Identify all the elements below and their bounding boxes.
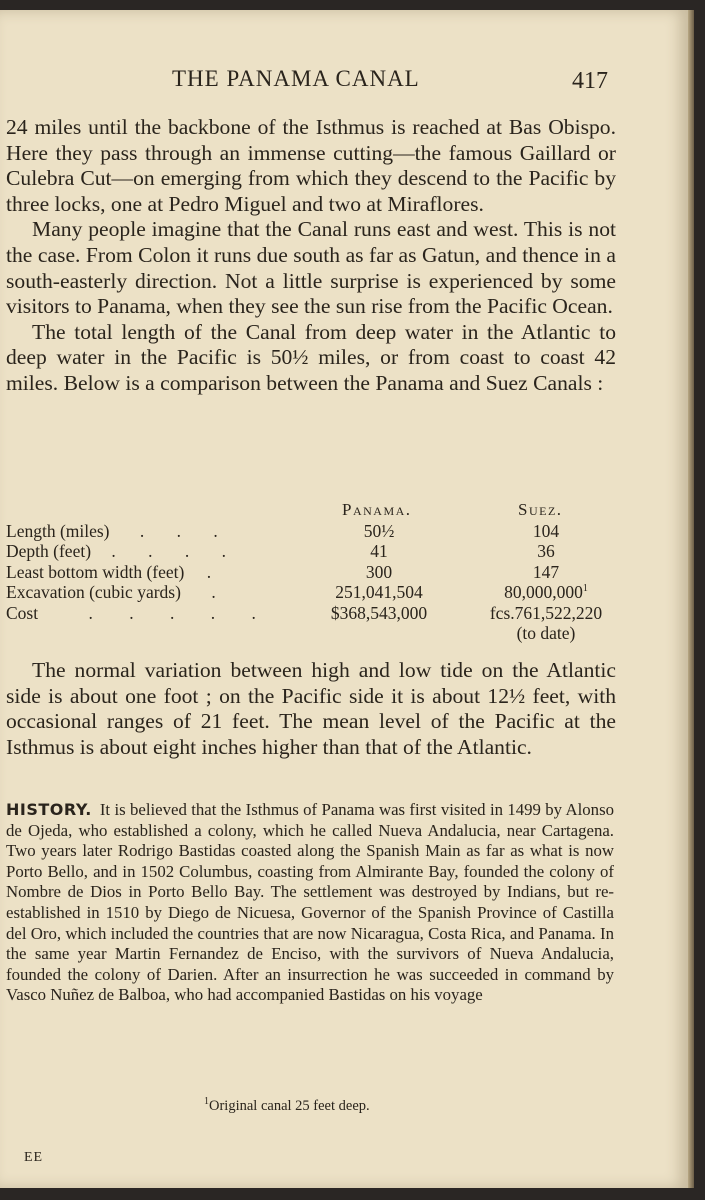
suez-value: 147 — [532, 561, 560, 582]
suez-value: 80,000,000$^1$ — [504, 582, 588, 602]
body-text — [6, 115, 616, 397]
paragraph-tide: The normal variation between high and low tide on the Atlantic side is about one foot ; on the Pacific side it is about 12½ feet, with occasional ranges of 21 feet. The mean level of the Pacific at the Isthmus is about eight inches higher than that of the Atlantic. — [6, 658, 616, 759]
book-page — [0, 10, 688, 1188]
table-row — [6, 603, 616, 624]
column-header-suez: Suez. — [518, 500, 563, 519]
panama-value: 300 — [365, 561, 393, 582]
cost-note: (to date) — [516, 623, 576, 643]
history-text: It is believed that the Isthmus of Panama was first visited in 1499 by Alonso de Ojeda, who established a colony, which he called Nueva Andalucia, near Cartagena. Two years later Rodrigo Bastidas coasted along the Spanish Main as far as what is now Porto Bello, and in 1502 Columbus, coasting from Almirante Bay, founded the colony of Nombre de Dios in Porto Bello Bay. The settlement was destroyed by Indians, but re-established in 1510 by Diego de Nicuesa, Governor of the Spanish Province of Castilla del Oro, which included the countries that are now Nicaragua, Costa Rica, and Panama. In the same year Martin Fernandez de Enciso, with the survivors of Nueva Andalucia, founded the colony of Darien. After an insurrection he was succeeded in command by Vasco Nuñez de Balboa, who had accompanied Bastidas on his voyage — [6, 800, 614, 1005]
comparison-table — [6, 500, 616, 644]
table-row — [6, 541, 616, 562]
footnote-marker: 1 — [582, 583, 588, 595]
paragraph-canal-length: The total length of the Canal from deep water in the Atlantic to deep water in the Pacific is 50½ miles, or from coast to coast 42 miles. Below is a comparison between the Panama and Suez Canals : — [6, 319, 616, 395]
footnote-text: Original canal 25 feet deep. — [209, 1098, 370, 1114]
footnote — [204, 1098, 604, 1115]
running-title: THE PANAMA CANAL — [172, 66, 420, 91]
page-edge — [688, 10, 694, 1188]
page-number: 417 — [572, 68, 608, 94]
dot-leader: . — [192, 582, 230, 602]
suez-value: 104 — [532, 520, 560, 541]
panama-value: 41 — [370, 541, 388, 561]
table-header-row — [6, 500, 616, 521]
row-label: Least bottom width (feet) . — [6, 561, 226, 582]
page-header — [0, 60, 688, 100]
dot-leader: . . . — [121, 520, 232, 541]
table-row — [6, 562, 616, 583]
table-row — [6, 521, 616, 542]
tide-section — [6, 658, 616, 760]
footnote-number: 1 — [204, 1096, 209, 1108]
dot-leader: . . . . . — [68, 602, 272, 623]
history-section — [6, 800, 614, 1006]
signature-mark: EE — [24, 1150, 44, 1165]
dot-leader: . — [188, 561, 226, 582]
paragraph-continuation: 24 miles until the backbone of the Isthmus is reached at Bas Obispo. Here they pass through an immense cutting—the famous Gaillard or Culebra Cut—on emerging from which they descend to the Pacific by three locks, one at Pedro Miguel and two at Miraflores. — [6, 115, 616, 216]
table-row — [6, 582, 616, 603]
dot-leader: . . . . — [93, 541, 241, 561]
row-label: Excavation (cubic yards) . — [6, 582, 230, 602]
panama-value: 251,041,504 — [335, 582, 423, 602]
paragraph-canal-direction: Many people imagine that the Canal runs east and west. This is not the case. From Colon it runs due south as far as Gatun, and thence in a south-easterly direction. Not a little surprise is experienced by some visitors to Panama, when they see the sun rise from the Pacific Ocean. — [6, 217, 616, 319]
suez-value: fcs.761,522,220 — [489, 602, 603, 623]
row-label: Length (miles) . . . — [6, 520, 232, 541]
column-header-panama: Panama. — [342, 500, 412, 519]
row-label: Depth (feet) . . . . — [6, 541, 241, 561]
suez-value: 36 — [537, 541, 555, 561]
history-heading: HISTORY. — [6, 800, 92, 819]
panama-value: 50½ — [363, 520, 395, 541]
row-label: Cost . . . . . — [6, 602, 272, 623]
panama-value: $368,543,000 — [330, 602, 428, 623]
table-row-note — [6, 623, 616, 644]
history-paragraph — [6, 800, 614, 1006]
